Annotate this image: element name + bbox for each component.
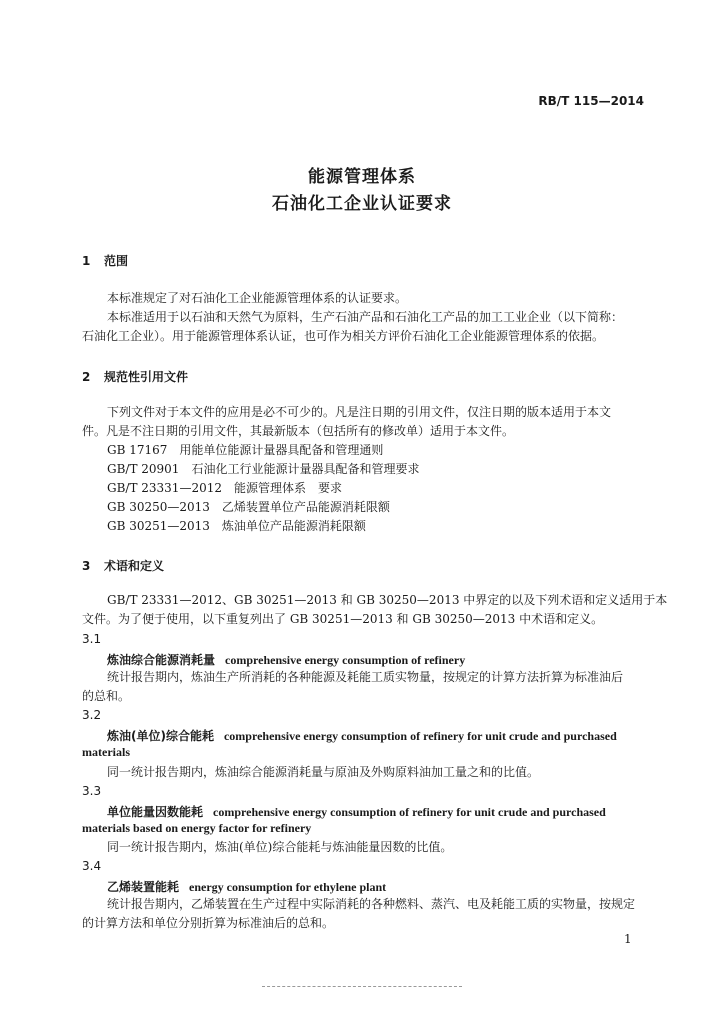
doc-title-line2: 石油化工企业认证要求 [272,194,452,214]
section-2-paragraph: 件。凡是不注日期的引用文件，其最新版本（包括所有的修改单）适用于本文件。 [82,424,515,438]
term-entry [107,803,652,820]
clause-number: 3.1 [82,632,102,646]
section-1-heading [82,252,128,269]
term-english: comprehensive energy consumption of refinery [225,653,466,667]
normative-reference: GB 17167 用能单位能源计量器具配备和管理通则 [107,443,384,457]
normative-reference: GB/T 23331—2012 能源管理体系 要求 [107,481,342,495]
section-number: 2 [82,370,91,384]
section-3-paragraph: 文件。为了便于使用，以下重复列出了 GB 30251—2013 和 GB 30250—2013 中术语和定义。 [82,612,604,626]
section-2-heading [82,368,188,385]
section-title: 术语和定义 [104,559,165,573]
term-english: comprehensive energy consumption of refinery for unit crude and purchased [213,805,606,819]
term-chinese: 炼油综合能源消耗量 [107,653,216,667]
term-definition: 同一统计报告期内，炼油(单位)综合能耗与炼油能量因数的比值。 [107,840,453,854]
term-english-continuation: materials based on energy factor for refinery [82,821,312,835]
term-entry [107,727,652,744]
term-chinese: 炼油(单位)综合能耗 [107,729,214,743]
clause-number: 3.4 [82,859,102,873]
normative-reference: GB/T 20901 石油化工行业能源计量器具配备和管理要求 [107,462,420,476]
term-entry [107,878,652,895]
term-definition: 统计报告期内，乙烯装置在生产过程中实际消耗的各种燃料、蒸汽、电及耗能工质的实物量，按规定 [107,897,636,911]
section-1-paragraph: 本标准规定了对石油化工企业能源管理体系的认证要求。 [107,291,408,305]
section-number: 1 [82,254,91,268]
normative-reference: GB 30251—2013 炼油单位产品能源消耗限额 [107,519,366,533]
section-3-heading [82,557,164,574]
term-chinese: 乙烯装置能耗 [107,880,180,894]
section-3-paragraph: GB/T 23331—2012、GB 30251—2013 和 GB 30250—2013 中界定的以及下列术语和定义适用于本 [107,593,668,607]
term-definition: 的计算方法和单位分别折算为标准油后的总和。 [82,916,335,930]
doc-title-line1: 能源管理体系 [308,167,416,187]
clause-number: 3.2 [82,708,102,722]
section-2-paragraph: 下列文件对于本文件的应用是必不可少的。凡是注日期的引用文件，仅注日期的版本适用于本文 [107,405,612,419]
standard-number: RB/T 115—2014 [538,94,644,108]
clause-number: 3.3 [82,784,102,798]
section-title: 规范性引用文件 [104,370,189,384]
term-definition: 同一统计报告期内，炼油综合能源消耗量与原油及外购原料油加工量之和的比值。 [107,765,540,779]
section-1-paragraph: 本标准适用于以石油和天然气为原料，生产石油产品和石油化工产品的加工工业企业（以下简称： [107,310,624,324]
term-english: energy consumption for ethylene plant [189,880,387,894]
term-chinese: 单位能量因数能耗 [107,805,204,819]
normative-reference: GB 30250—2013 乙烯装置单位产品能源消耗限额 [107,500,390,514]
term-english: comprehensive energy consumption of refinery for unit crude and purchased [223,729,617,743]
page-number: 1 [624,932,632,946]
term-english-continuation: materials [82,745,130,759]
section-number: 3 [82,559,91,573]
term-entry [107,651,652,668]
section-title: 范围 [104,254,129,268]
section-1-paragraph: 石油化工企业）。用于能源管理体系认证，也可作为相关方评价石油化工企业能源管理体系的依据。 [82,329,605,343]
term-definition: 统计报告期内，炼油生产所消耗的各种能源及耗能工质实物量，按规定的计算方法折算为标准油后 [107,670,624,684]
term-definition: 的总和。 [82,689,131,703]
footer-divider [262,986,462,987]
